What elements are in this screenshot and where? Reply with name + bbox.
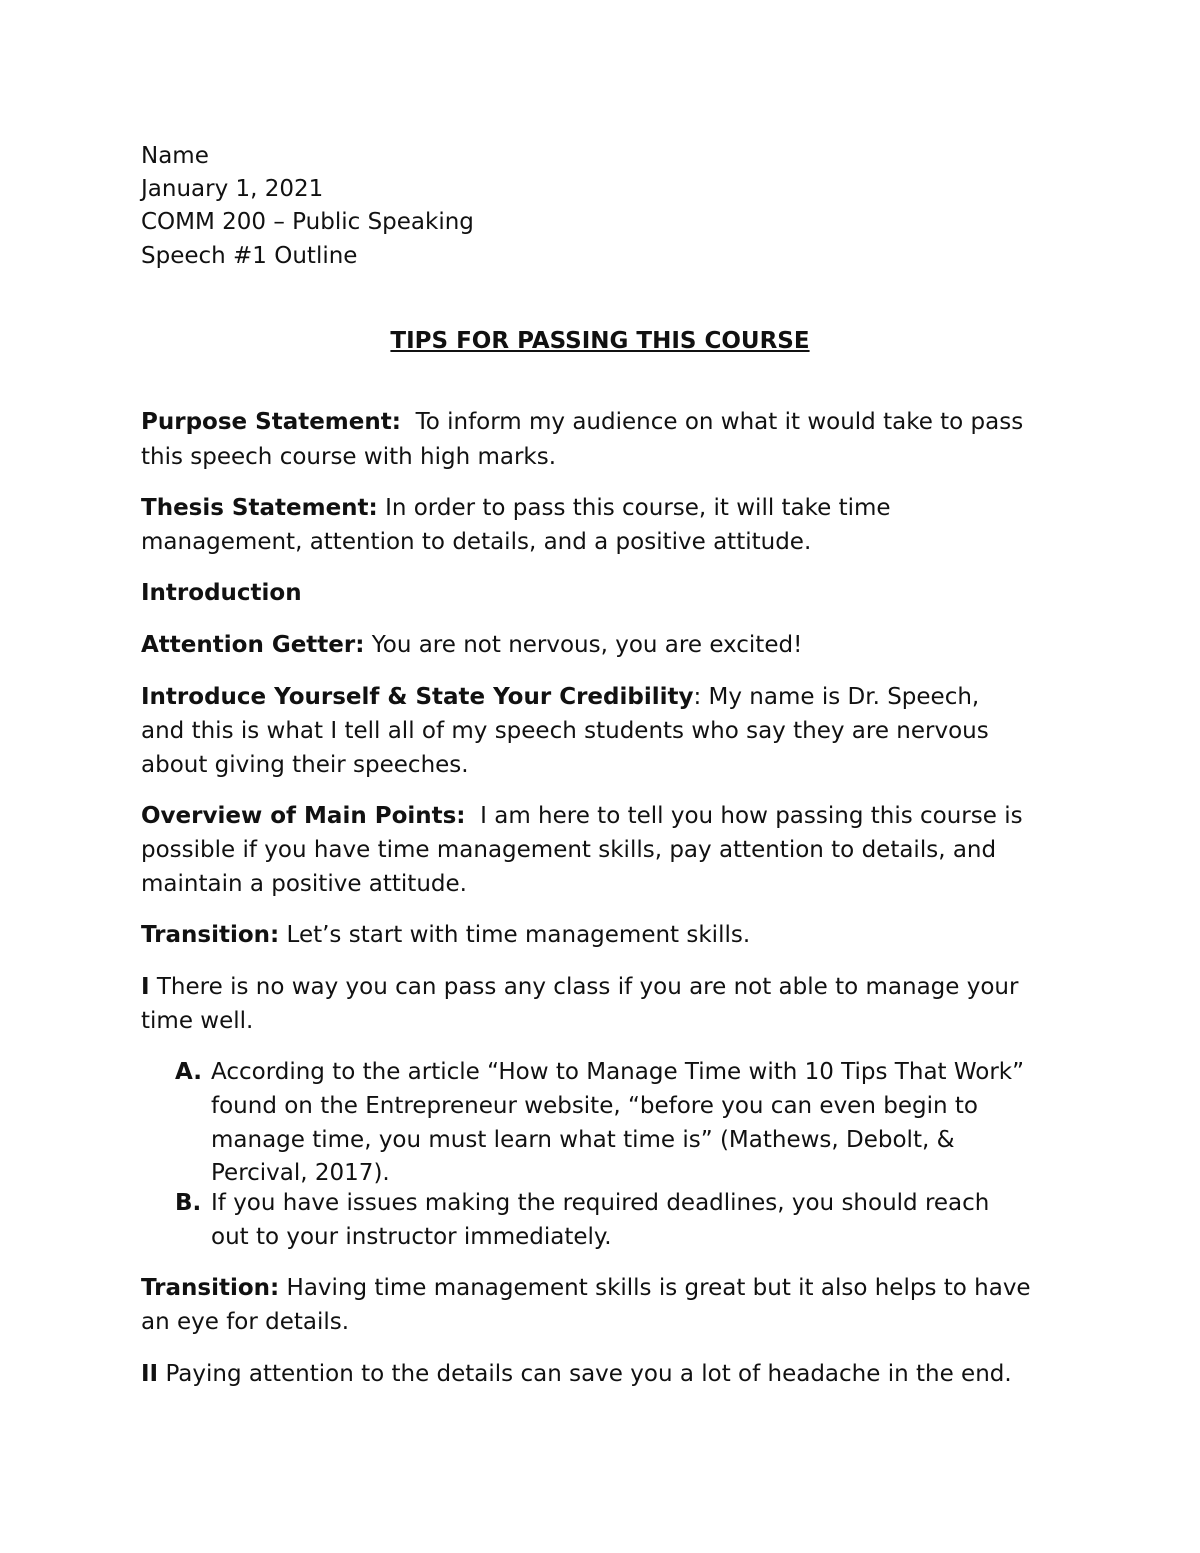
- main-point-1: [141, 970, 1018, 1004]
- overview-text-line-3: maintain a positive attitude.: [141, 871, 467, 897]
- thesis-label: Thesis Statement:: [141, 495, 378, 521]
- subpoint-a-line-3: manage time, you must learn what time is” (Mathews, Debolt, &: [211, 1127, 955, 1153]
- thesis-text-line-1: In order to pass this course, it will take time: [385, 495, 891, 521]
- assignment-name: Speech #1 Outline: [141, 243, 358, 269]
- purpose-text-line-2: this speech course with high marks.: [141, 444, 557, 470]
- subpoint-a-line-4: Percival, 2017).: [211, 1160, 390, 1186]
- transition-2-line-2: an eye for details.: [141, 1309, 350, 1335]
- main-point-2-marker: II: [141, 1361, 159, 1387]
- overview-label: Overview of Main Points:: [141, 803, 466, 829]
- credibility-text-line-1: : My name is Dr. Speech,: [693, 684, 980, 710]
- subpoint-b-line-2: out to your instructor immediately.: [211, 1224, 612, 1250]
- purpose-statement: [141, 405, 1023, 439]
- purpose-text-line-1: To inform my audience on what it would take to pass: [415, 409, 1024, 435]
- credibility-text-line-2: and this is what I tell all of my speech students who say they are nervous: [141, 718, 989, 744]
- student-name: Name: [141, 143, 209, 169]
- credibility-statement: [141, 680, 979, 714]
- credibility-label: Introduce Yourself & State Your Credibility: [141, 684, 694, 710]
- subpoint-a-line-1: According to the article “How to Manage Time with 10 Tips That Work”: [211, 1059, 1025, 1085]
- introduction-heading: Introduction: [141, 580, 302, 606]
- overview-statement: [141, 799, 1023, 833]
- main-point-1-marker: I: [141, 974, 150, 1000]
- overview-text-line-1: I am here to tell you how passing this course is: [480, 803, 1023, 829]
- subpoint-b-marker: B.: [175, 1190, 202, 1216]
- main-point-2: [141, 1357, 1012, 1391]
- transition-1-text: Let’s start with time management skills.: [286, 922, 751, 948]
- document-title: TIPS FOR PASSING THIS COURSE: [390, 328, 810, 354]
- course-name: COMM 200 – Public Speaking: [141, 209, 474, 235]
- thesis-text-line-2: management, attention to details, and a positive attitude.: [141, 529, 812, 555]
- main-point-1-line-1: There is no way you can pass any class if you are not able to manage your: [156, 974, 1019, 1000]
- subpoint-b-line-1: If you have issues making the required deadlines, you should reach: [211, 1190, 990, 1216]
- credibility-text-line-3: about giving their speeches.: [141, 752, 469, 778]
- main-point-2-text: Paying attention to the details can save you a lot of headache in the end.: [165, 1361, 1012, 1387]
- transition-2: [141, 1271, 1031, 1305]
- subpoint-a-marker: A.: [175, 1059, 202, 1085]
- thesis-statement: [141, 491, 891, 525]
- transition-2-line-1: Having time management skills is great but it also helps to have: [286, 1275, 1031, 1301]
- subpoint-a-line-2: found on the Entrepreneur website, “before you can even begin to: [211, 1093, 978, 1119]
- main-point-1-line-2: time well.: [141, 1008, 254, 1034]
- document-date: January 1, 2021: [141, 176, 324, 202]
- transition-1-label: Transition:: [141, 922, 280, 948]
- attention-getter: [141, 628, 802, 662]
- attention-label: Attention Getter:: [141, 632, 365, 658]
- transition-1: [141, 918, 750, 952]
- purpose-label: Purpose Statement:: [141, 409, 401, 435]
- transition-2-label: Transition:: [141, 1275, 280, 1301]
- overview-text-line-2: possible if you have time management skills, pay attention to details, and: [141, 837, 997, 863]
- attention-text: You are not nervous, you are excited!: [371, 632, 803, 658]
